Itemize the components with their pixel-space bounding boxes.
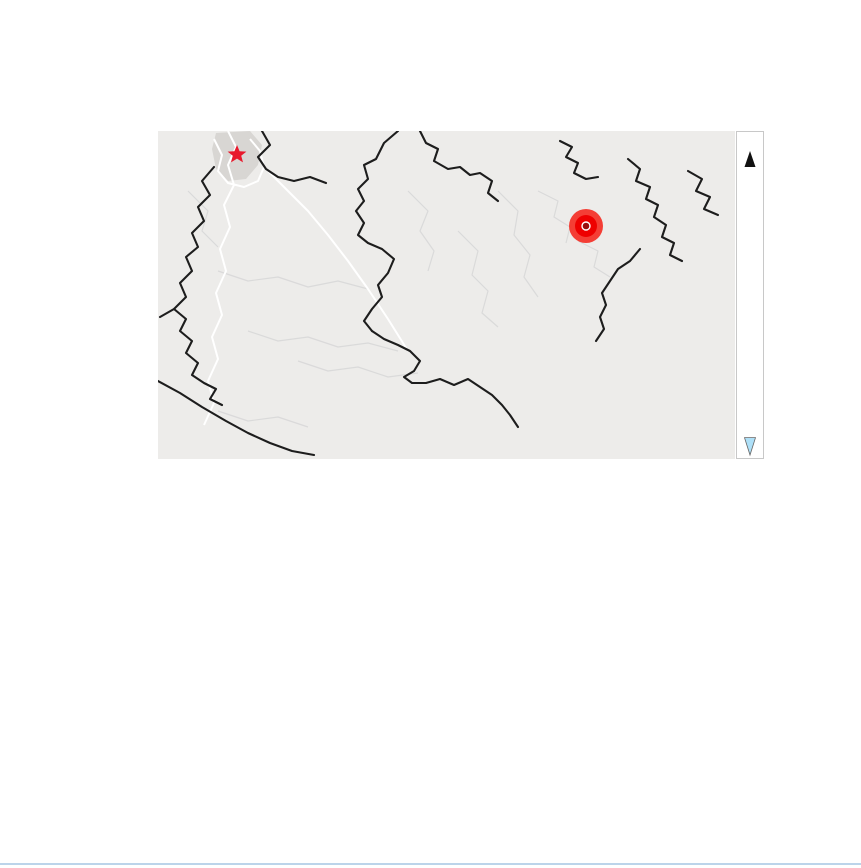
radar-figure [158,131,764,459]
map-land-background [158,131,735,459]
radar-map-image [158,131,764,459]
window-bottom-edge [0,863,861,865]
dbz-colorbar [737,132,764,459]
radar-site-marker [569,209,603,243]
